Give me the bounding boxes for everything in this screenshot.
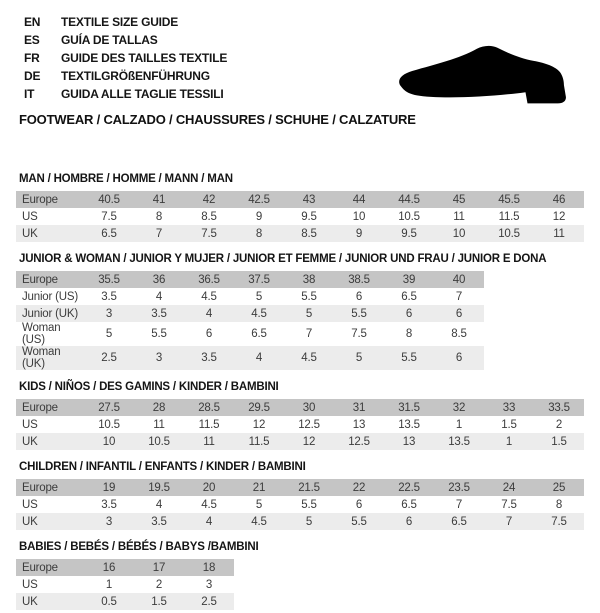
size-value: 8.5 bbox=[301, 227, 317, 240]
size-table-title: MAN / HOMBRE / HOMME / MANN / MAN bbox=[19, 173, 233, 185]
table-row bbox=[16, 433, 584, 450]
language-row bbox=[24, 13, 600, 31]
language-code: FR bbox=[24, 51, 40, 65]
size-value: 5 bbox=[255, 290, 263, 303]
size-value: 43 bbox=[302, 193, 316, 206]
size-table-title: BABIES / BEBÉS / BÉBÉS / BABYS /BAMBINI bbox=[19, 541, 259, 553]
size-value: 9 bbox=[355, 227, 363, 240]
table-row bbox=[16, 576, 234, 593]
size-value: 0.5 bbox=[101, 595, 117, 608]
size-value: 11 bbox=[453, 210, 465, 223]
size-value: 21.5 bbox=[298, 481, 320, 494]
size-value: 22.5 bbox=[398, 481, 420, 494]
size-value: 18 bbox=[202, 561, 216, 574]
size-value: 12 bbox=[302, 435, 316, 448]
row-label: US bbox=[22, 418, 38, 431]
size-value: 9 bbox=[255, 210, 263, 223]
row-label: UK bbox=[22, 515, 38, 528]
size-value: 4.5 bbox=[201, 290, 217, 303]
size-table-title: KIDS / NIÑOS / DES GAMINS / KINDER / BAMBINI bbox=[19, 381, 279, 393]
size-table-section bbox=[0, 541, 600, 610]
size-value: 7.5 bbox=[351, 328, 367, 340]
size-value: 8 bbox=[555, 498, 563, 511]
size-value: 5.5 bbox=[151, 328, 167, 340]
size-value: 11 bbox=[153, 418, 165, 431]
size-value: 4.5 bbox=[201, 498, 217, 511]
table-row bbox=[16, 479, 584, 496]
shoe-icon-svg bbox=[398, 43, 570, 107]
size-value: 3 bbox=[205, 578, 213, 591]
row-label: UK bbox=[22, 595, 38, 608]
size-value: 13 bbox=[402, 435, 416, 448]
size-value: 13 bbox=[352, 418, 366, 431]
size-value: 25 bbox=[552, 481, 566, 494]
size-value: 1.5 bbox=[551, 435, 567, 448]
size-value: 31.5 bbox=[398, 401, 420, 414]
size-value: 36.5 bbox=[198, 273, 220, 286]
size-value: 3 bbox=[155, 352, 163, 364]
size-value: 6 bbox=[355, 498, 363, 511]
size-value: 4 bbox=[205, 515, 213, 528]
size-value: 12.5 bbox=[348, 435, 370, 448]
language-code: EN bbox=[24, 15, 41, 29]
size-value: 13.5 bbox=[398, 418, 420, 431]
size-value: 6.5 bbox=[401, 498, 417, 511]
size-value: 30 bbox=[302, 401, 316, 414]
size-value: 4.5 bbox=[251, 307, 267, 320]
size-value: 1 bbox=[455, 418, 463, 431]
size-value: 44.5 bbox=[398, 193, 420, 206]
size-value: 6 bbox=[355, 290, 363, 303]
row-label: UK bbox=[22, 435, 38, 448]
size-value: 10.5 bbox=[498, 227, 520, 240]
language-label: GUIDE DES TAILLES TEXTILE bbox=[61, 51, 228, 65]
size-value: 40 bbox=[452, 273, 466, 286]
size-table bbox=[16, 191, 584, 242]
size-value: 6 bbox=[455, 352, 463, 364]
size-value: 3 bbox=[105, 515, 113, 528]
row-label: Woman (UK) bbox=[22, 346, 61, 370]
size-value: 5.5 bbox=[301, 498, 317, 511]
language-label: TEXTILGRÖßENFÜHRUNG bbox=[61, 69, 210, 83]
size-value: 2.5 bbox=[201, 595, 217, 608]
size-value: 6.5 bbox=[101, 227, 117, 240]
size-value: 45.5 bbox=[498, 193, 520, 206]
size-guide-page bbox=[0, 13, 600, 613]
size-value: 2.5 bbox=[101, 352, 117, 364]
size-value: 3 bbox=[105, 307, 113, 320]
size-value: 4.5 bbox=[251, 515, 267, 528]
table-row bbox=[16, 399, 584, 416]
size-value: 21 bbox=[252, 481, 266, 494]
size-value: 5.5 bbox=[351, 307, 367, 320]
size-table-title: CHILDREN / INFANTIL / ENFANTS / KINDER / BAMBINI bbox=[19, 461, 306, 473]
size-value: 39 bbox=[402, 273, 416, 286]
size-table bbox=[16, 399, 584, 450]
size-value: 23.5 bbox=[448, 481, 470, 494]
size-value: 10.5 bbox=[98, 418, 120, 431]
table-row bbox=[16, 346, 484, 370]
size-value: 10.5 bbox=[148, 435, 170, 448]
size-value: 6 bbox=[405, 515, 413, 528]
row-label: Europe bbox=[22, 561, 58, 574]
size-value: 35.5 bbox=[98, 273, 120, 286]
size-value: 17 bbox=[152, 561, 166, 574]
table-row bbox=[16, 225, 584, 242]
language-code: IT bbox=[24, 87, 35, 101]
language-label: GUIDA ALLE TAGLIE TESSILI bbox=[61, 87, 224, 101]
size-value: 7.5 bbox=[201, 227, 217, 240]
size-value: 12.5 bbox=[298, 418, 320, 431]
size-value: 4 bbox=[255, 352, 263, 364]
size-value: 8 bbox=[255, 227, 263, 240]
size-value: 11.5 bbox=[198, 418, 220, 431]
table-row bbox=[16, 322, 484, 346]
row-label: Woman (US) bbox=[22, 322, 61, 346]
size-value: 6.5 bbox=[401, 290, 417, 303]
size-table-section bbox=[0, 461, 600, 530]
size-table bbox=[16, 559, 234, 610]
language-code: DE bbox=[24, 69, 41, 83]
size-value: 45 bbox=[452, 193, 466, 206]
size-value: 7 bbox=[455, 498, 463, 511]
size-value: 1.5 bbox=[501, 418, 517, 431]
size-value: 5 bbox=[105, 328, 113, 340]
size-value: 28 bbox=[152, 401, 166, 414]
size-value: 42.5 bbox=[248, 193, 270, 206]
size-value: 1.5 bbox=[151, 595, 167, 608]
row-label: US bbox=[22, 498, 38, 511]
size-value: 3.5 bbox=[101, 290, 117, 303]
size-value: 10 bbox=[452, 227, 466, 240]
language-code: ES bbox=[24, 33, 40, 47]
size-value: 8 bbox=[155, 210, 163, 223]
size-value: 36 bbox=[152, 273, 166, 286]
size-value: 11.5 bbox=[248, 435, 270, 448]
size-value: 11.5 bbox=[498, 210, 520, 223]
size-value: 11 bbox=[203, 435, 215, 448]
size-value: 7 bbox=[155, 227, 163, 240]
size-value: 33 bbox=[502, 401, 516, 414]
size-table-section bbox=[0, 253, 600, 370]
footwear-category-line: FOOTWEAR / CALZADO / CHAUSSURES / SCHUHE / CALZATURE bbox=[19, 112, 416, 127]
size-value: 4.5 bbox=[301, 352, 317, 364]
size-value: 42 bbox=[202, 193, 216, 206]
size-value: 7 bbox=[455, 290, 463, 303]
row-label: Europe bbox=[22, 401, 58, 414]
size-value: 16 bbox=[102, 561, 116, 574]
size-value: 6.5 bbox=[251, 328, 267, 340]
row-label: Junior (UK) bbox=[22, 307, 78, 320]
size-value: 6 bbox=[455, 307, 463, 320]
size-table bbox=[16, 479, 584, 530]
size-value: 13.5 bbox=[448, 435, 470, 448]
size-value: 8.5 bbox=[201, 210, 217, 223]
size-value: 1 bbox=[505, 435, 513, 448]
table-row bbox=[16, 305, 484, 322]
size-value: 10 bbox=[352, 210, 366, 223]
size-value: 20 bbox=[202, 481, 216, 494]
size-value: 8.5 bbox=[451, 328, 467, 340]
size-value: 4 bbox=[205, 307, 213, 320]
size-value: 5 bbox=[355, 352, 363, 364]
size-value: 5.5 bbox=[301, 290, 317, 303]
size-value: 9.5 bbox=[301, 210, 317, 223]
size-value: 24 bbox=[502, 481, 516, 494]
row-label: Junior (US) bbox=[22, 290, 78, 303]
size-value: 27.5 bbox=[98, 401, 120, 414]
size-value: 3.5 bbox=[201, 352, 217, 364]
size-value: 5 bbox=[255, 498, 263, 511]
size-table-section bbox=[0, 173, 600, 242]
size-value: 7.5 bbox=[501, 498, 517, 511]
size-value: 5 bbox=[305, 307, 313, 320]
size-value: 7 bbox=[505, 515, 513, 528]
size-value: 6 bbox=[405, 307, 413, 320]
size-value: 19.5 bbox=[148, 481, 170, 494]
size-value: 38 bbox=[302, 273, 316, 286]
size-value: 1 bbox=[105, 578, 113, 591]
row-label: US bbox=[22, 578, 38, 591]
size-value: 11 bbox=[553, 227, 565, 240]
size-value: 5.5 bbox=[351, 515, 367, 528]
size-tables bbox=[0, 173, 600, 610]
size-table-section bbox=[0, 381, 600, 450]
size-value: 7.5 bbox=[551, 515, 567, 528]
size-value: 19 bbox=[102, 481, 116, 494]
size-value: 10.5 bbox=[398, 210, 420, 223]
size-value: 29.5 bbox=[248, 401, 270, 414]
size-value: 9.5 bbox=[401, 227, 417, 240]
row-label: Europe bbox=[22, 193, 58, 206]
table-row bbox=[16, 416, 584, 433]
table-row bbox=[16, 271, 484, 288]
size-value: 44 bbox=[352, 193, 366, 206]
size-value: 3.5 bbox=[101, 498, 117, 511]
table-row bbox=[16, 191, 584, 208]
size-value: 46 bbox=[552, 193, 566, 206]
row-label: US bbox=[22, 210, 38, 223]
table-row bbox=[16, 513, 584, 530]
size-value: 2 bbox=[555, 418, 563, 431]
size-value: 12 bbox=[552, 210, 566, 223]
size-value: 8 bbox=[405, 328, 413, 340]
size-value: 37.5 bbox=[248, 273, 270, 286]
size-value: 40.5 bbox=[98, 193, 120, 206]
size-value: 6 bbox=[205, 328, 213, 340]
size-table-title: JUNIOR & WOMAN / JUNIOR Y MUJER / JUNIOR ET FEMME / JUNIOR UND FRAU / JUNIOR E DONA bbox=[19, 253, 547, 265]
size-value: 3.5 bbox=[151, 307, 167, 320]
size-value: 32 bbox=[452, 401, 466, 414]
size-value: 31 bbox=[352, 401, 366, 414]
size-value: 22 bbox=[352, 481, 366, 494]
size-value: 12 bbox=[252, 418, 266, 431]
language-label: GUÍA DE TALLAS bbox=[61, 33, 158, 47]
language-label: TEXTILE SIZE GUIDE bbox=[61, 15, 179, 29]
table-row bbox=[16, 496, 584, 513]
size-value: 6.5 bbox=[451, 515, 467, 528]
size-value: 7.5 bbox=[101, 210, 117, 223]
size-value: 4 bbox=[155, 498, 163, 511]
size-table bbox=[16, 271, 484, 370]
size-value: 7 bbox=[305, 328, 313, 340]
row-label: UK bbox=[22, 227, 38, 240]
size-value: 4 bbox=[155, 290, 163, 303]
size-value: 3.5 bbox=[151, 515, 167, 528]
size-value: 41 bbox=[152, 193, 166, 206]
size-value: 33.5 bbox=[548, 401, 570, 414]
shoe-icon bbox=[398, 43, 570, 107]
size-value: 28.5 bbox=[198, 401, 220, 414]
size-value: 38.5 bbox=[348, 273, 370, 286]
table-row bbox=[16, 593, 234, 610]
table-row bbox=[16, 288, 484, 305]
table-row bbox=[16, 208, 584, 225]
row-label: Europe bbox=[22, 273, 58, 286]
size-value: 10 bbox=[102, 435, 116, 448]
row-label: Europe bbox=[22, 481, 58, 494]
size-value: 5.5 bbox=[401, 352, 417, 364]
table-row bbox=[16, 559, 234, 576]
size-value: 5 bbox=[305, 515, 313, 528]
size-value: 2 bbox=[155, 578, 163, 591]
